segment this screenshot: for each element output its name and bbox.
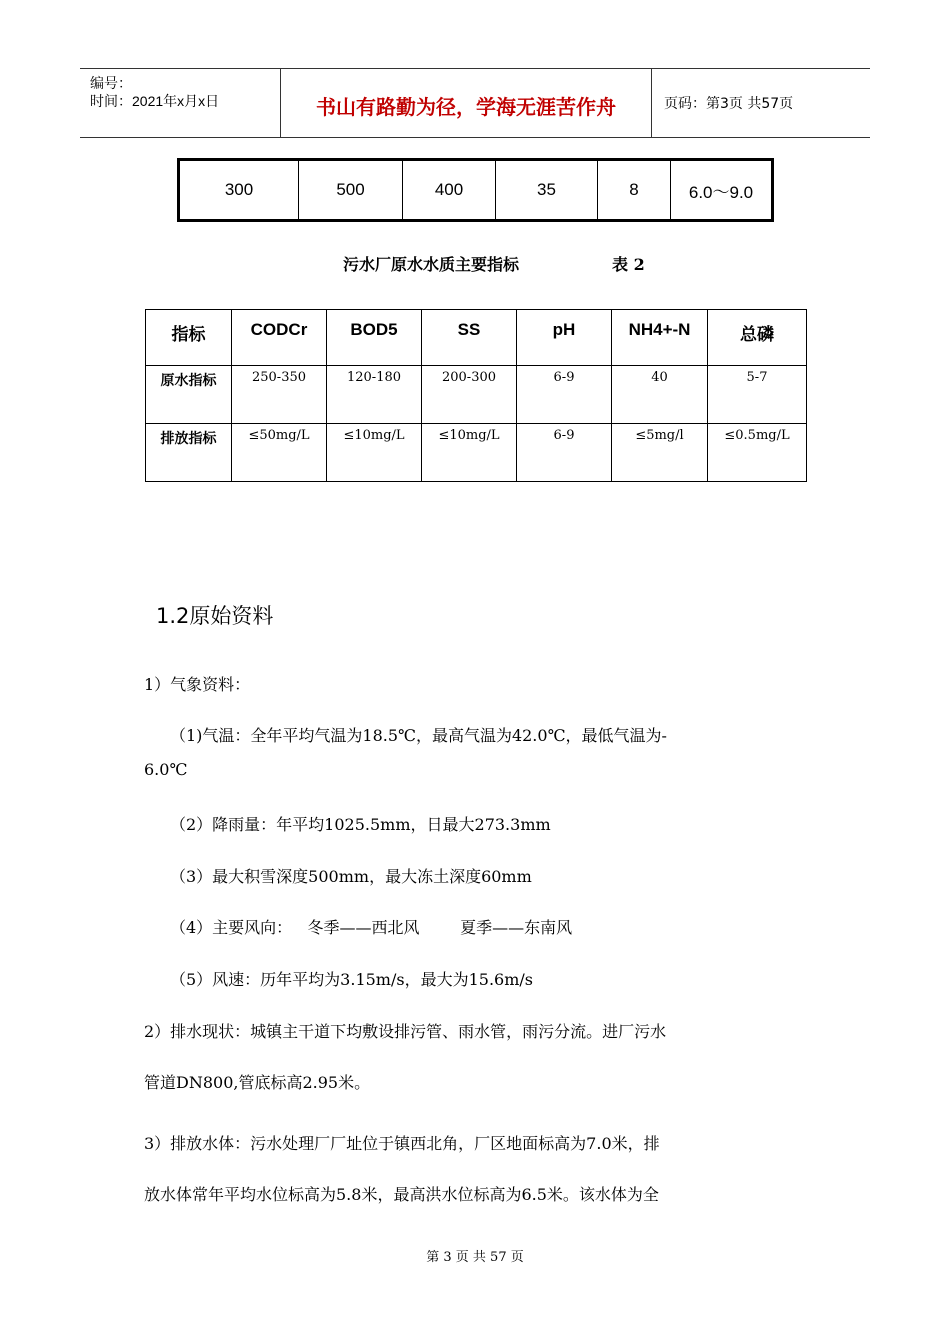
water-quality-table xyxy=(145,309,807,482)
table-cell: 40 xyxy=(612,366,708,424)
row-header: 原水指标 xyxy=(146,366,232,424)
paragraph-drainage-cont: 管道DN800,管底标高2.95米。 xyxy=(144,1073,371,1092)
table-row xyxy=(146,366,807,424)
table-cell: 500 xyxy=(299,160,403,221)
paragraph-drainage: 2）排水现状：城镇主干道下均敷设排污管、雨水管，雨污分流。进厂污水 xyxy=(144,1022,667,1041)
table-cell: 6.0～9.0 xyxy=(671,160,773,221)
table-header-row xyxy=(146,310,807,366)
column-header: pH xyxy=(517,310,612,366)
paragraph-receiving-water: 3）排放水体：污水处理厂厂址位于镇西北角，厂区地面标高为7.0米，排 xyxy=(144,1134,660,1153)
header-motto: 书山有路勤为径，学海无涯苦作舟 xyxy=(316,95,616,119)
paragraph-receiving-water-cont: 放水体常年平均水位标高为5.8米，最高洪水位标高为6.5米。该水体为全 xyxy=(144,1185,659,1204)
table-cell: ≤10mg/L xyxy=(327,424,422,482)
table-cell: ≤10mg/L xyxy=(422,424,517,482)
paragraph-temperature-cont: 6.0℃ xyxy=(144,760,188,779)
table-cell: 250-350 xyxy=(232,366,327,424)
page-footer: 第 3 页 共 57 页 xyxy=(426,1250,524,1265)
paragraph-temperature: （1)气温：全年平均气温为18.5℃，最高气温为42.0℃，最低气温为- xyxy=(170,726,667,745)
paragraph-weather: 1）气象资料： xyxy=(144,675,251,694)
column-header: BOD5 xyxy=(327,310,422,366)
header-motto-cell xyxy=(281,69,652,137)
table-cell: 5-7 xyxy=(708,366,807,424)
column-header: SS xyxy=(422,310,517,366)
table-cell: 300 xyxy=(179,160,299,221)
paragraph-wind-speed: （5）风速：历年平均为3.15m/s，最大为15.6m/s xyxy=(170,970,533,989)
values-table xyxy=(177,158,774,222)
header-page-info: 页码：第3页 共57页 xyxy=(664,96,794,112)
table-cell: ≤0.5mg/L xyxy=(708,424,807,482)
table-cell: ≤50mg/L xyxy=(232,424,327,482)
row-header: 排放指标 xyxy=(146,424,232,482)
table-cell: 120-180 xyxy=(327,366,422,424)
table-row xyxy=(146,424,807,482)
header-time-label: 时间：2021年x月x日 xyxy=(90,93,220,109)
table-cell: ≤5mg/l xyxy=(612,424,708,482)
column-header: 总磷 xyxy=(708,310,807,366)
table-cell: 200-300 xyxy=(422,366,517,424)
table-cell: 35 xyxy=(496,160,598,221)
table-cell: 400 xyxy=(403,160,496,221)
column-header: NH4+-N xyxy=(612,310,708,366)
page-header xyxy=(80,68,870,138)
paragraph-rainfall: （2）降雨量：年平均1025.5mm，日最大273.3mm xyxy=(170,815,551,834)
paragraph-wind-direction: （4）主要风向： 冬季——西北风 夏季——东南风 xyxy=(170,918,573,937)
caption-title: 污水厂原水水质主要指标 xyxy=(343,255,520,274)
table-row xyxy=(179,160,773,221)
caption-table-number: 表 2 xyxy=(612,255,645,274)
column-header: CODCr xyxy=(232,310,327,366)
table-cell: 6-9 xyxy=(517,366,612,424)
paragraph-snow-frost: （3）最大积雪深度500mm，最大冻土深度60mm xyxy=(170,867,532,886)
table-cell: 6-9 xyxy=(517,424,612,482)
header-meta xyxy=(80,69,281,137)
header-number-label: 编号： xyxy=(90,75,132,91)
table-cell: 8 xyxy=(598,160,671,221)
section-title: 1.2原始资料 xyxy=(156,604,274,628)
column-header: 指标 xyxy=(146,310,232,366)
